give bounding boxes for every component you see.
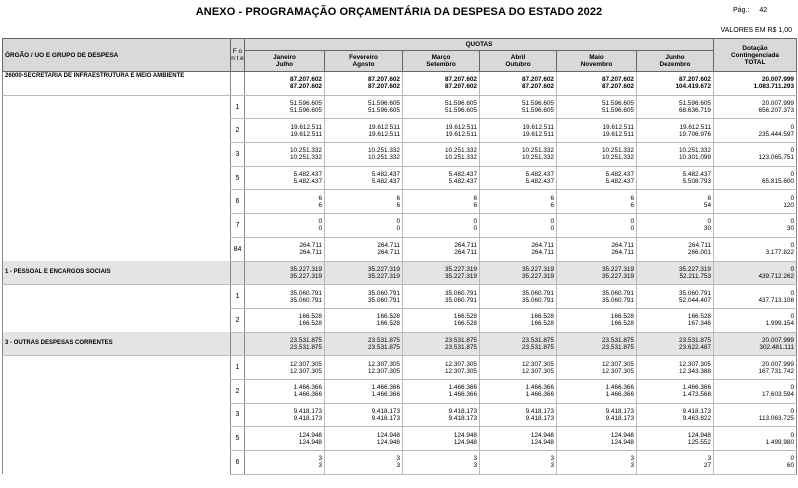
quota-cell: 1.466.366 1.466.366 bbox=[480, 379, 557, 403]
row-label: 3 - OUTRAS DESPESAS CORRENTES bbox=[3, 332, 231, 356]
quota-cell: 124.948 124.948 bbox=[325, 427, 403, 451]
quota-cell: 35.227.319 35.227.319 bbox=[403, 261, 480, 285]
header-quotas: QUOTAS bbox=[245, 39, 714, 51]
table-row bbox=[3, 143, 797, 167]
quota-cell: 0 0 bbox=[480, 214, 557, 238]
total-cell: 0 123.065.751 bbox=[714, 143, 797, 167]
quota-cell: 35.060.791 35.060.791 bbox=[325, 285, 403, 309]
quota-cell: 166.528 167.346 bbox=[637, 308, 714, 332]
quota-cell: 10.251.332 10.251.332 bbox=[480, 143, 557, 167]
total-cell: 20.007.999 1.083.711.293 bbox=[714, 72, 797, 96]
fonte-code: 5 bbox=[231, 427, 245, 451]
quota-cell: 87.207.602 87.207.602 bbox=[403, 72, 480, 96]
quota-cell: 6 6 bbox=[245, 190, 325, 214]
currency-note: VALORES EM R$ 1,00 bbox=[720, 27, 792, 34]
quota-cell: 19.612.511 19.612.511 bbox=[245, 119, 325, 143]
quota-cell: 19.612.511 19.612.511 bbox=[325, 119, 403, 143]
quota-cell: 87.207.602 87.207.602 bbox=[557, 72, 637, 96]
quota-cell: 35.060.791 35.060.791 bbox=[403, 285, 480, 309]
quota-cell: 5.482.437 5.482.437 bbox=[557, 166, 637, 190]
fonte-code: 1 bbox=[231, 285, 245, 309]
total-cell: 20.007.999 656.207.373 bbox=[714, 95, 797, 119]
quota-cell: 19.612.511 19.612.511 bbox=[480, 119, 557, 143]
header-orgao: ÓRGÃO / UO E GRUPO DE DESPESA bbox=[3, 39, 231, 72]
row-label bbox=[3, 190, 231, 214]
quota-cell: 35.227.319 35.227.319 bbox=[325, 261, 403, 285]
quota-cell: 264.711 264.711 bbox=[325, 237, 403, 261]
quota-cell: 166.528 166.528 bbox=[557, 308, 637, 332]
quota-cell: 19.612.511 19.612.511 bbox=[557, 119, 637, 143]
quota-cell: 9.418.173 9.418.173 bbox=[557, 403, 637, 427]
quota-cell: 3 3 bbox=[403, 451, 480, 475]
quota-cell: 264.711 264.711 bbox=[403, 237, 480, 261]
fonte-code: 84 bbox=[231, 237, 245, 261]
quota-cell: 51.596.605 51.596.605 bbox=[245, 95, 325, 119]
quota-cell: 124.948 124.948 bbox=[480, 427, 557, 451]
quota-cell: 10.251.332 10.251.332 bbox=[557, 143, 637, 167]
row-label bbox=[3, 427, 231, 451]
row-label bbox=[3, 356, 231, 380]
quota-cell: 5.482.437 5.482.437 bbox=[480, 166, 557, 190]
header-month-1: Janeiro Julho bbox=[245, 51, 325, 72]
table-row bbox=[3, 95, 797, 119]
quota-cell: 166.528 166.528 bbox=[325, 308, 403, 332]
quota-cell: 10.251.332 10.251.332 bbox=[245, 143, 325, 167]
total-cell: 0 439.712.262 bbox=[714, 261, 797, 285]
quota-cell: 166.528 166.528 bbox=[403, 308, 480, 332]
total-cell: 0 120 bbox=[714, 190, 797, 214]
quota-cell: 0 0 bbox=[325, 214, 403, 238]
total-cell: 0 65.815.600 bbox=[714, 166, 797, 190]
row-label bbox=[3, 214, 231, 238]
quota-cell: 1.466.366 1.466.366 bbox=[557, 379, 637, 403]
table-row bbox=[3, 214, 797, 238]
row-label bbox=[3, 237, 231, 261]
quota-cell: 264.711 264.711 bbox=[480, 237, 557, 261]
total-cell: 0 30 bbox=[714, 214, 797, 238]
table-row bbox=[3, 451, 797, 475]
row-label bbox=[3, 166, 231, 190]
quota-cell: 51.596.605 51.596.605 bbox=[403, 95, 480, 119]
quota-cell: 3 3 bbox=[480, 451, 557, 475]
quota-cell: 51.596.605 51.596.605 bbox=[480, 95, 557, 119]
row-label bbox=[3, 143, 231, 167]
quota-cell: 23.531.875 23.531.875 bbox=[557, 332, 637, 356]
quota-cell: 3 3 bbox=[245, 451, 325, 475]
quota-cell: 124.948 124.948 bbox=[403, 427, 480, 451]
total-cell: 0 437.713.108 bbox=[714, 285, 797, 309]
table-row bbox=[3, 261, 797, 285]
table-row bbox=[3, 166, 797, 190]
fonte-code bbox=[231, 332, 245, 356]
row-label bbox=[3, 308, 231, 332]
quota-cell: 124.948 124.948 bbox=[557, 427, 637, 451]
quota-cell: 124.948 125.552 bbox=[637, 427, 714, 451]
quota-cell: 87.207.602 87.207.602 bbox=[480, 72, 557, 96]
header-dotacao: Dotação Contingenciada TOTAL bbox=[714, 39, 797, 72]
total-cell: 0 113.063.725 bbox=[714, 403, 797, 427]
quota-cell: 1.466.366 1.466.366 bbox=[245, 379, 325, 403]
quota-cell: 12.307.305 12.307.305 bbox=[245, 356, 325, 380]
quota-cell: 6 54 bbox=[637, 190, 714, 214]
fonte-code: 1 bbox=[231, 95, 245, 119]
quota-cell: 0 0 bbox=[403, 214, 480, 238]
quota-cell: 9.418.173 9.418.173 bbox=[245, 403, 325, 427]
quota-cell: 35.227.319 52.211.753 bbox=[637, 261, 714, 285]
page-title: ANEXO - PROGRAMAÇÃO ORÇAMENTÁRIA DA DESPESA DO ESTADO 2022 bbox=[195, 6, 603, 18]
total-cell: 0 1.999.154 bbox=[714, 308, 797, 332]
quota-cell: 23.531.875 23.531.875 bbox=[325, 332, 403, 356]
row-label bbox=[3, 95, 231, 119]
quota-cell: 6 6 bbox=[480, 190, 557, 214]
quota-cell: 0 0 bbox=[245, 214, 325, 238]
quota-cell: 1.466.366 1.466.366 bbox=[403, 379, 480, 403]
quota-cell: 87.207.602 87.207.602 bbox=[245, 72, 325, 96]
quota-cell: 35.227.319 35.227.319 bbox=[480, 261, 557, 285]
quota-cell: 10.251.332 10.301.099 bbox=[637, 143, 714, 167]
page-indicator bbox=[733, 7, 767, 14]
quota-cell: 5.482.437 5.482.437 bbox=[245, 166, 325, 190]
fonte-code: 5 bbox=[231, 166, 245, 190]
table-row bbox=[3, 237, 797, 261]
quota-cell: 51.596.605 51.596.605 bbox=[557, 95, 637, 119]
quota-cell: 9.418.173 9.418.173 bbox=[325, 403, 403, 427]
quota-cell: 264.711 266.001 bbox=[637, 237, 714, 261]
fonte-code: 6 bbox=[231, 451, 245, 475]
total-cell: 20.007.999 167.731.742 bbox=[714, 356, 797, 380]
quota-cell: 6 6 bbox=[557, 190, 637, 214]
budget-table bbox=[2, 38, 797, 475]
fonte-code bbox=[231, 72, 245, 96]
quota-cell: 10.251.332 10.251.332 bbox=[403, 143, 480, 167]
header-fonte: F o n t e bbox=[231, 39, 245, 72]
quota-cell: 3 3 bbox=[557, 451, 637, 475]
quota-cell: 1.466.366 1.466.366 bbox=[325, 379, 403, 403]
table-row bbox=[3, 332, 797, 356]
total-cell: 0 60 bbox=[714, 451, 797, 475]
quota-cell: 87.207.602 87.207.602 bbox=[325, 72, 403, 96]
quota-cell: 35.060.791 35.060.791 bbox=[480, 285, 557, 309]
quota-cell: 12.307.305 12.307.305 bbox=[557, 356, 637, 380]
table-row bbox=[3, 72, 797, 96]
fonte-code: 3 bbox=[231, 403, 245, 427]
quota-cell: 3 27 bbox=[637, 451, 714, 475]
table-row bbox=[3, 427, 797, 451]
quota-cell: 9.418.173 9.418.173 bbox=[480, 403, 557, 427]
quota-cell: 51.596.605 68.636.719 bbox=[637, 95, 714, 119]
table-row bbox=[3, 190, 797, 214]
fonte-code: 3 bbox=[231, 143, 245, 167]
quota-cell: 12.307.305 12.307.305 bbox=[480, 356, 557, 380]
quota-cell: 3 3 bbox=[325, 451, 403, 475]
header-month-3: Março Setembro bbox=[403, 51, 480, 72]
table-row bbox=[3, 403, 797, 427]
total-cell: 0 235.444.597 bbox=[714, 119, 797, 143]
fonte-code: 6 bbox=[231, 190, 245, 214]
quota-cell: 19.612.511 19.612.511 bbox=[403, 119, 480, 143]
row-label: 1 - PESSOAL E ENCARGOS SOCIAIS bbox=[3, 261, 231, 285]
quota-cell: 51.596.605 51.596.605 bbox=[325, 95, 403, 119]
fonte-code: 7 bbox=[231, 214, 245, 238]
quota-cell: 124.948 124.948 bbox=[245, 427, 325, 451]
page-number: 42 bbox=[759, 7, 768, 14]
quota-cell: 19.612.511 19.706.976 bbox=[637, 119, 714, 143]
header-month-4: Abril Outubro bbox=[480, 51, 557, 72]
quota-cell: 35.227.319 35.227.319 bbox=[557, 261, 637, 285]
quota-cell: 166.528 166.528 bbox=[480, 308, 557, 332]
quota-cell: 10.251.332 10.251.332 bbox=[325, 143, 403, 167]
row-label bbox=[3, 379, 231, 403]
fonte-code: 2 bbox=[231, 119, 245, 143]
fonte-code bbox=[231, 261, 245, 285]
table-row bbox=[3, 308, 797, 332]
quota-cell: 12.307.305 12.307.305 bbox=[325, 356, 403, 380]
quota-cell: 9.418.173 9.418.173 bbox=[403, 403, 480, 427]
row-label bbox=[3, 285, 231, 309]
total-cell: 0 3.177.822 bbox=[714, 237, 797, 261]
quota-cell: 35.060.791 35.060.791 bbox=[557, 285, 637, 309]
fonte-code: 1 bbox=[231, 356, 245, 380]
quota-cell: 23.531.875 23.531.875 bbox=[403, 332, 480, 356]
total-cell: 0 17.603.594 bbox=[714, 379, 797, 403]
header-month-6: Junho Dezembro bbox=[637, 51, 714, 72]
quota-cell: 35.060.791 52.044.407 bbox=[637, 285, 714, 309]
quota-cell: 5.482.437 5.482.437 bbox=[403, 166, 480, 190]
total-cell: 0 1.499.980 bbox=[714, 427, 797, 451]
page-label: Pág.: bbox=[733, 7, 750, 14]
header-month-2: Fevereiro Agosto bbox=[325, 51, 403, 72]
fonte-code: 2 bbox=[231, 308, 245, 332]
header-month-5: Maio Novembro bbox=[557, 51, 637, 72]
quota-cell: 23.531.875 23.622.487 bbox=[637, 332, 714, 356]
quota-cell: 12.307.305 12.307.305 bbox=[403, 356, 480, 380]
table-row bbox=[3, 356, 797, 380]
quota-cell: 5.482.437 5.508.793 bbox=[637, 166, 714, 190]
quota-cell: 1.466.366 1.473.568 bbox=[637, 379, 714, 403]
total-cell: 20.007.999 302.481.111 bbox=[714, 332, 797, 356]
row-label bbox=[3, 119, 231, 143]
quota-cell: 6 6 bbox=[403, 190, 480, 214]
row-label bbox=[3, 403, 231, 427]
quota-cell: 23.531.875 23.531.875 bbox=[245, 332, 325, 356]
quota-cell: 87.207.602 104.419.672 bbox=[637, 72, 714, 96]
quota-cell: 0 0 bbox=[557, 214, 637, 238]
quota-cell: 5.482.437 5.482.437 bbox=[325, 166, 403, 190]
fonte-code: 2 bbox=[231, 379, 245, 403]
quota-cell: 23.531.875 23.531.875 bbox=[480, 332, 557, 356]
table-row bbox=[3, 285, 797, 309]
quota-cell: 0 30 bbox=[637, 214, 714, 238]
quota-cell: 166.528 166.528 bbox=[245, 308, 325, 332]
quota-cell: 35.060.791 35.060.791 bbox=[245, 285, 325, 309]
quota-cell: 6 6 bbox=[325, 190, 403, 214]
table-body bbox=[3, 72, 797, 475]
table-row bbox=[3, 379, 797, 403]
quota-cell: 9.418.173 9.463.822 bbox=[637, 403, 714, 427]
quota-cell: 12.307.305 12.343.388 bbox=[637, 356, 714, 380]
quota-cell: 264.711 264.711 bbox=[557, 237, 637, 261]
row-label bbox=[3, 451, 231, 475]
quota-cell: 264.711 264.711 bbox=[245, 237, 325, 261]
table-row bbox=[3, 119, 797, 143]
row-label: 26000-SECRETARIA DE INFRAESTRUTURA E MEIO AMBIENTE bbox=[3, 72, 231, 96]
quota-cell: 35.227.319 35.227.319 bbox=[245, 261, 325, 285]
